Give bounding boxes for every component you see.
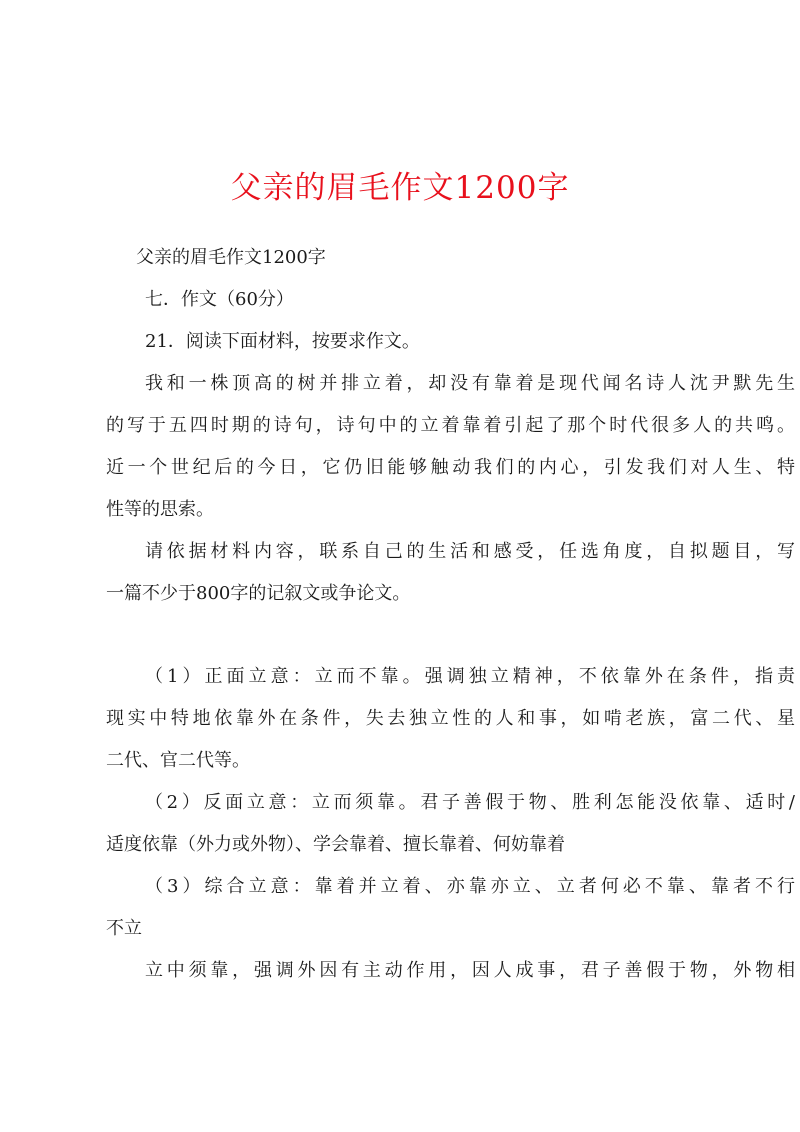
text-line: （1）正面立意：立而不靠。强调独立精神，不依靠外在条件，指责 [145, 666, 795, 687]
document-title: 父亲的眉毛作文1200字 [230, 170, 570, 206]
text-line: 适度依靠（外力或外物）、学会靠着、擅长靠着、何妨靠着 [106, 834, 565, 855]
text-line: （3）综合立意：靠着并立着、亦靠亦立、立者何必不靠、靠者不行 [145, 876, 795, 897]
text-line: （2）反面立意：立而须靠。君子善假于物、胜利怎能没依靠、适时/ [145, 792, 795, 813]
text-line: 请依据材料内容，联系自己的生活和感受，任选角度，自拟题目，写 [145, 541, 795, 562]
text-line: 现实中特地依靠外在条件，失去独立性的人和事，如啃老族，富二代、星 [106, 708, 795, 729]
text-line: 性等的思索。 [106, 499, 214, 520]
text-line: 不立 [106, 918, 142, 939]
text-line: 二代、官二代等。 [106, 750, 250, 771]
text-line: 的写于五四时期的诗句，诗句中的立着靠着引起了那个时代很多人的共鸣。 [106, 415, 795, 436]
text-line: 立中须靠，强调外因有主动作用，因人成事，君子善假于物，外物相 [145, 960, 795, 981]
text-line: 近一个世纪后的今日，它仍旧能够触动我们的内心，引发我们对人生、特 [106, 457, 795, 478]
text-line: 七．作文（60分） [145, 289, 294, 310]
text-line: 我和一株顶高的树并排立着，却没有靠着是现代闻名诗人沈尹默先生 [145, 373, 795, 394]
text-line: 父亲的眉毛作文1200字 [136, 247, 326, 268]
text-line: 一篇不少于800字的记叙文或争论文。 [106, 583, 411, 604]
text-line: 21．阅读下面材料，按要求作文。 [145, 331, 420, 352]
